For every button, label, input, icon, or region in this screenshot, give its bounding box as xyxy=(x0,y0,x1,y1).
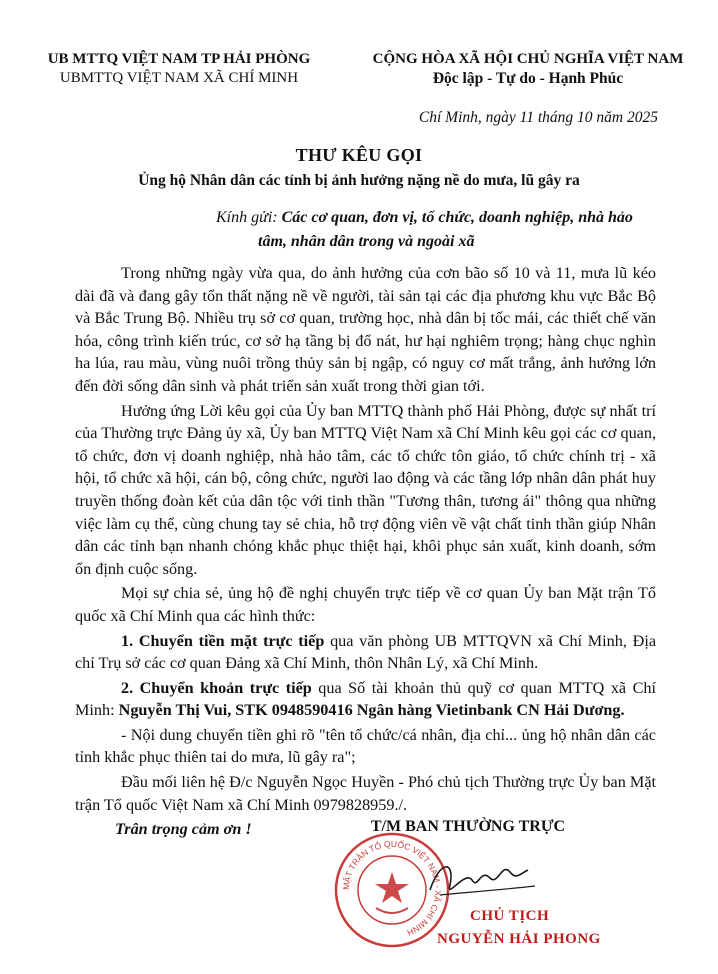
cash-heading: 1. Chuyển tiền mặt trực tiếp xyxy=(121,631,325,650)
bank-account: Nguyễn Thị Vui, STK 0948590416 Ngân hàng Vietinbank CN Hải Dương. xyxy=(118,701,625,720)
recipients-lead: Kính gửi: xyxy=(216,209,278,226)
closing-thanks: Trân trọng cảm ơn ! xyxy=(115,820,252,839)
recipients xyxy=(216,206,676,254)
recipients-line-2: tâm, nhân dân trong và ngoài xã xyxy=(258,233,475,250)
paragraph-contact: Đầu mối liên hệ Đ/c Nguyễn Ngọc Huyền - Phó chủ tịch Thường trực Ủy ban Mặt trận Tổ quốc Việt Nam xã Chí Minh 0979828959./. xyxy=(75,773,656,814)
paragraph-methods: Mọi sự chia sẻ, ủng hộ đề nghị chuyển trực tiếp về cơ quan Ủy ban Mặt trận Tổ quốc xã Chí Minh qua các hình thức: xyxy=(75,584,656,625)
document-subtitle: Ủng hộ Nhân dân các tỉnh bị ảnh hưởng nặng nề do mưa, lũ gây ra xyxy=(138,172,580,189)
seal-ring-text: MẶT TRẬN TỔ QUỐC VIỆT NAM - XÃ CHÍ MINH xyxy=(340,838,444,938)
place-and-date: Chí Minh, ngày 11 tháng 10 năm 2025 xyxy=(418,109,658,126)
paragraph-appeal: Hưởng ứng Lời kêu gọi của Ủy ban MTTQ thành phố Hải Phòng, được sự nhất trí của Thường trực Đảng ủy xã, Ủy ban MTTQ Việt Nam xã Chí Minh kêu gọi các cơ quan, tổ chức, đơn vị doanh nghiệp, nhà hảo tâm, các tổ chức tôn giáo, tổ chức chính trị - xã hội, tổ chức xã hội, cán bộ, công chức, người lao động và các tầng lớp nhân dân phát huy truyền thống đoàn kết của dân tộc với tinh thần "Tương thân, tương ái" thông qua những việc làm cụ thể, cùng chung tay sẻ chia, hỗ trợ động viên về vật chất tinh thần giúp Nhân dân các tỉnh bạn nhanh chóng khắc phục thiệt hại, khôi phục sản xuất, kinh doanh, sớm ổn định cuộc sống. xyxy=(75,401,656,578)
paragraph-cash xyxy=(75,630,656,675)
paragraph-transfer xyxy=(75,677,656,722)
cash-detail: qua văn phòng UB MTTQVN xã Chí Minh, Địa chỉ Trụ sở các cơ quan Đảng xã Chí Minh, thôn Nhân Lý, xã Chí Minh. xyxy=(75,631,657,673)
national-heading xyxy=(352,50,704,88)
sender-line-1: UB MTTQ VIỆT NAM TP HẢI PHÒNG xyxy=(47,51,311,67)
transfer-heading: 2. Chuyển khoản trực tiếp xyxy=(121,678,312,697)
sender-organization xyxy=(20,50,338,88)
letter-body xyxy=(75,262,656,843)
signer-title: CHỦ TỊCH xyxy=(470,908,550,924)
paragraph-transfer-note: - Nội dung chuyển tiền ghi rõ "tên tổ chức/cá nhân, địa chỉ... ủng hộ nhân dân các tỉnh khắc phục thiên tai do mưa, lũ gây ra"; xyxy=(75,725,656,767)
document-title: THƯ KÊU GỌI xyxy=(295,145,423,165)
sender-line-2: UBMTTQ VIỆT NAM XÃ CHÍ MINH xyxy=(59,70,299,86)
paragraph-situation: Trong những ngày vừa qua, do ảnh hưởng của cơn bão số 10 và 11, mưa lũ kéo dài đã và đang gây tổn thất nặng nề về người, tài sản tại các địa phương khu vực Bắc Bộ và Bắc Trung Bộ. Nhiều trụ sở cơ quan, trường học, nhà dân bị tốc mái, các thiết chế văn hóa, công trình kiến trúc, cơ sở hạ tầng bị đổ nát, hư hại nghiêm trọng; hàng chục nghìn ha lúa, rau màu, vùng nuôi trồng thủy sản bị ngập, có nguy cơ mất trắng, ảnh hưởng lớn đến đời sống dân sinh và phát triển sản xuất trong thời gian tới. xyxy=(75,264,656,395)
national-name: CỘNG HÒA XÃ HỘI CHỦ NGHĨA VIỆT NAM xyxy=(372,51,684,67)
national-motto: Độc lập - Tự do - Hạnh Phúc xyxy=(432,70,624,87)
handwritten-signature xyxy=(410,850,550,910)
signature-role: T/M BAN THƯỜNG TRỰC xyxy=(370,818,566,835)
signer-name: NGUYỄN HẢI PHONG xyxy=(437,931,601,947)
recipients-line-1: Các cơ quan, đơn vị, tổ chức, doanh nghiệp, nhà hảo xyxy=(281,209,633,226)
transfer-detail: qua Số tài khoản thủ quỹ cơ quan MTTQ xã Chí Minh: xyxy=(75,678,656,720)
